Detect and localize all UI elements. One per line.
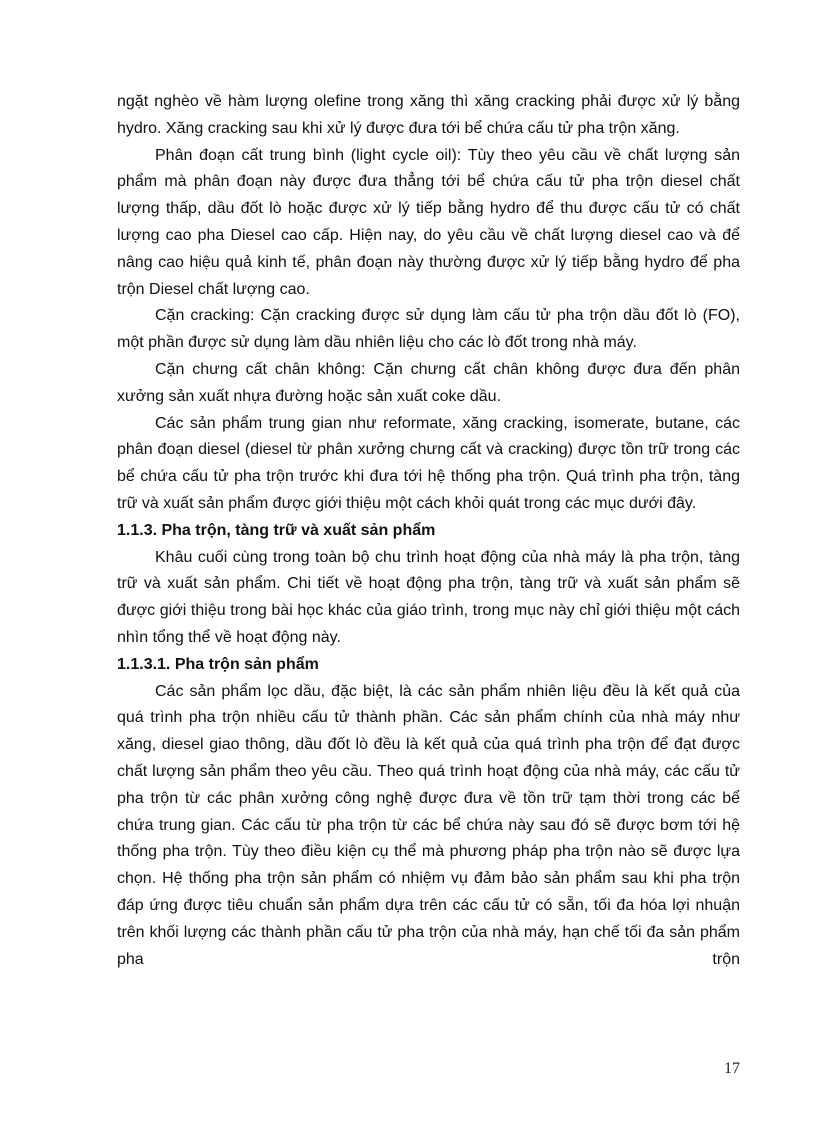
paragraph: Các sản phẩm lọc dầu, đặc biệt, là các sản phẩm nhiên liệu đều là kết quả của quá trình pha trộn nhiều cấu tử thành phần. Các sản phẩm chính của nhà máy như xăng, diesel giao thông, dầu đốt lò đều là kết quả của quá trình pha trộn để đạt được chất lượng sản phẩm theo yêu cầu. Theo quá trình hoạt động của nhà máy, các cấu tử pha trộn từ các phân xưởng công nghệ được đưa về tồn trữ tạm thời trong các bể chứa trung gian. Các cấu từ pha trộn từ các bể chứa này sau đó sẽ được bơm tới hệ thống pha trộn. Tùy theo điều kiện cụ thể mà phương pháp pha trộn nào sẽ được lựa chọn. Hệ thống pha trộn sản phẩm có nhiệm vụ đảm bảo sản phẩm sau khi pha trộn đáp ứng được tiêu chuẩn sản phẩm dựa trên các cấu tử có sẵn, tối đa hóa lợi nhuận trên khối lượng các thành phần cấu tử pha trộn của nhà máy, hạn chế tối đa sản phẩm pha trộn — [117, 682, 740, 968]
section-heading: 1.1.3. Pha trộn, tàng trữ và xuất sản phẩm — [117, 521, 436, 539]
paragraph: Các sản phẩm trung gian như reformate, xăng cracking, isomerate, butane, các phân đoạn diesel (diesel từ phân xưởng chưng cất và cracking) được tồn trữ trong các bể chứa cấu tử pha trộn trước khi đưa tới hệ thống pha trộn. Quá trình pha trộn, tàng trữ và xuất sản phẩm được giới thiệu một cách khỏi quát trong các mục dưới đây. — [117, 414, 740, 512]
paragraph: Phân đoạn cất trung bình (light cycle oil): Tùy theo yêu cầu về chất lượng sản phẩm mà phân đoạn này được đưa thẳng tới bể chứa cấu tử pha trộn diesel chất lượng thấp, dầu đốt lò hoặc được xử lý tiếp bằng hydro để thu được cấu tử có chất lượng cao pha Diesel cao cấp. Hiện nay, do yêu cầu về chất lượng diesel cao và để nâng cao hiệu quả kinh tế, phân đoạn này thường được xử lý tiếp bằng hydro để pha trộn Diesel chất lượng cao. — [117, 146, 740, 298]
page-content — [117, 89, 740, 973]
subsection-heading: 1.1.3.1. Pha trộn sản phẩm — [117, 655, 319, 673]
paragraph: ngặt nghèo về hàm lượng olefine trong xăng thì xăng cracking phải được xử lý bằng hydro. Xăng cracking sau khi xử lý được đưa tới bể chứa cấu tử pha trộn xăng. — [117, 93, 740, 137]
page-number: 17 — [724, 1060, 740, 1077]
paragraph: Cặn chưng cất chân không: Cặn chưng cất chân không được đưa đến phân xưởng sản xuất nhựa đường hoặc sản xuất coke dầu. — [117, 360, 740, 405]
paragraph: Cặn cracking: Cặn cracking được sử dụng làm cấu tử pha trộn dầu đốt lò (FO), một phần được sử dụng làm dầu nhiên liệu cho các lò đốt trong nhà máy. — [117, 307, 740, 352]
paragraph: Khâu cuối cùng trong toàn bộ chu trình hoạt động của nhà máy là pha trộn, tàng trữ và xuất sản phẩm. Chi tiết về hoạt động pha trộn, tàng trữ và xuất sản phẩm sẽ được giới thiệu trong bài học khác của giáo trình, trong mục này chỉ giới thiệu một cách nhìn tổng thể về hoạt động này. — [117, 548, 740, 646]
